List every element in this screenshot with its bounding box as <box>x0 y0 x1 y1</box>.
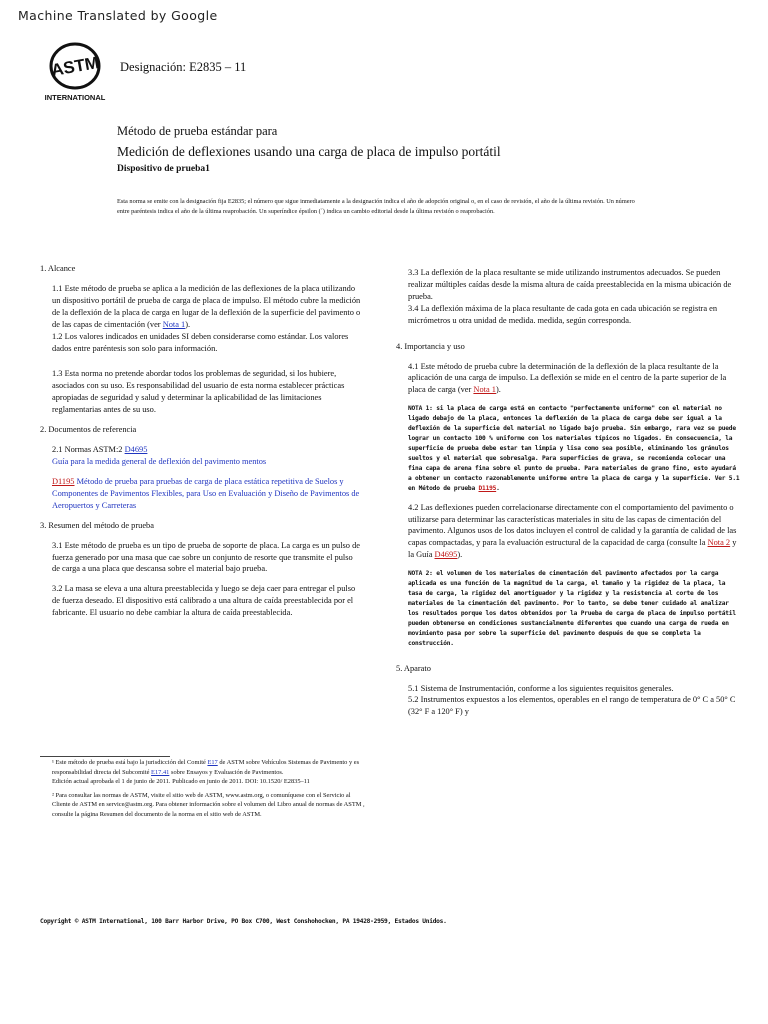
paragraph-1-1 <box>40 283 362 331</box>
d1195-link-2[interactable]: D1195 <box>478 484 497 492</box>
paragraph-4-1-text: 4.1 Este método de prueba cubre la determinación de la deflexión de la placa resultante de la aplicación de una carga de impulso. La deflexión se mide en el centro de la parte superior de la placa de carga (ver <box>408 361 727 395</box>
note-1-link-2[interactable]: Nota 1 <box>473 385 496 395</box>
paragraph-1-3: 1.3 Esta norma no pretende abordar todos los problemas de seguridad, si los hubiere, asociados con su uso. Es responsabilidad del usuario de esta norma establecer prácticas apropiadas de seguridad y salud y determinar la aplicabilidad de las limitaciones reglamentarias antes de su uso. <box>52 369 345 415</box>
paragraph-3-2: 3.2 La masa se eleva a una altura preestablecida y luego se deja caer para entregar el pulso de fuerza deseado. El dispositivo está calibrado a una altura de caída preestablecida por el fabricante. El usuario no debe cambiar la altura de caída preestablecida. <box>52 584 356 618</box>
footnote-2: ² Para consultar las normas de ASTM, visite el sitio web de ASTM, www.astm.org, o comuníquese con el Servicio al Cliente de ASTM en service@astm.org. Para obtener información sobre el volumen del Libro anual de normas de ASTM , consulte la página Resumen del documento de la norma en el sitio web de ASTM. <box>52 791 365 819</box>
section-1-heading: 1. Alcance <box>40 264 76 273</box>
note-1: NOTA 1: si la placa de carga está en contacto "perfectamente uniforme" con el material no ligado debajo de la placa, entonces la deflexión de la placa de carga debe ser igual a la deflexión de la superficie del material no ligado bajo prueba. Sin embargo, rara vez se puede lograr un contacto 100 % uniforme con los materiales típicos no ligados. En consecuencia, la superficie de prueba debe estar tan limpia y lisa como sea posible, eliminando los gránulos sueltos y el material que sobresalga. Para superficies de grava, se recomienda colocar una fina capa de arena fina sobre el punto de prueba. Para materiales de grano fino, esto ayudará a obtener un contacto razonablemente uniforme entre la placa de carga y la superficie. Ver 5.1 en Método de prueba D1195. <box>408 405 740 492</box>
note-2: NOTA 2: el volumen de los materiales de cimentación del pavimento afectados por la carga aplicada es una función de la magnitud de la carga, el tamaño y la rigidez de la placa, la tasa de carga, la rigidez del amortiguador y la rigidez y la resistencia al corte de los materiales de la cimentación del pavimento. Por lo tanto, se debe tener cuidado al analizar los resultados porque los datos obtenidos por la Prueba de carga de placa de impulso portátil pueden obtenerse en condiciones sustancialmente diferentes que cuando una carga de rueda en movimiento pasa por sobre la superficie del pavimento después de que se completa la construcción. <box>408 570 736 647</box>
section-4-heading: 4. Importancia y uso <box>396 341 465 351</box>
designation: Designación: E2835 – 11 <box>120 60 247 74</box>
fn1-a: ¹ Este método de prueba está bajo la jurisdicción del Comité <box>52 759 206 766</box>
machine-translated-banner: Machine Translated by Google <box>18 8 218 23</box>
d1195-link[interactable]: D1195 <box>52 476 75 486</box>
right-column <box>396 267 740 718</box>
e17-link[interactable]: E17 <box>207 759 218 766</box>
paragraph-4-1-end: ). <box>495 385 501 395</box>
title-line-2: Medición de deflexiones usando una carga de placa de impulso portátil <box>117 144 501 159</box>
paragraph-4-2-mid: y la Guía <box>408 538 737 560</box>
paragraph-3-1: 3.1 Este método de prueba es un tipo de prueba de soporte de placa. La carga es un pulso de fuerza generado por una masa que cae sobre un conjunto de resorte que transmite el pulso de carga a una placa que descansa sobre el material bajo prueba. <box>52 540 360 574</box>
title-line-3: Dispositivo de prueba1 <box>117 164 210 174</box>
note-1-link[interactable]: Nota 1 <box>162 319 186 329</box>
note-2-link[interactable]: Nota 2 <box>707 538 731 548</box>
paragraph-4-2-end: ). <box>457 550 463 560</box>
d1195-title-b: Componentes de Pavimentos Flexibles, para Uso en Evaluación y Diseño de Pavimentos de Aeropuertos y Carreteras <box>52 488 360 510</box>
copyright-line: Copyright © ASTM International, 100 Barr Harbor Drive, PO Box C700, West Conshohocken, PA 19428-2959, Estados Unidos. <box>40 918 447 925</box>
paragraph-1-1-text: 1.1 Este método de prueba se aplica a la medición de las deflexiones de la placa utilizando un dispositivo portátil de prueba de carga de placa de impulso. El método cubre la medición de la deflexión de la placa de carga en lugar de la deflexión de la superficie del pavimento o de las capas de cimentación (ver <box>52 283 361 329</box>
fn1-c: sobre Ensayos y Evaluación de Pavimentos. <box>170 768 284 776</box>
note-1-text: NOTA 1: si la placa de carga está en contacto "perfectamente uniforme" con el material no ligado debajo de la placa, entonces la deflexión de la placa de carga debe ser igual a la deflexión de la superficie del material no ligado bajo prueba. Sin embargo, rara vez se puede lograr un contacto 100 % uniforme con los materiales típicos no ligados. En consecuencia, la superficie de prueba debe estar tan limpia y lisa como sea posible, eliminando los gránulos sueltos y el material que sobresalga. Para superficies de grava, se recomienda colocar una fina capa de arena fina sobre el punto de prueba. Para materiales de grano fino, esto ayudará a obtener un contacto razonablemente uniforme entre la placa de carga y la superficie. Ver 5.1 en Método de prueba <box>408 405 740 492</box>
d1195-title-a: Método de prueba para pruebas de carga de placa estática repetitiva de Suelos y <box>76 476 344 486</box>
paragraph-4-1 <box>396 361 740 397</box>
d4695-link[interactable]: D4695 <box>124 445 148 455</box>
footnote-1 <box>40 758 368 777</box>
paragraph-5-2: 5.2 Instrumentos expuestos a los elementos, operables en el rango de temperatura de 0° C a 50° C (32° F a 120° F) y <box>408 695 736 717</box>
left-column <box>40 263 362 619</box>
section-5-heading: 5. Aparato <box>396 663 431 673</box>
title-line-1: Método de prueba estándar para <box>117 124 278 138</box>
paragraph-3-3: 3.3 La deflexión de la placa resultante se mide utilizando instrumentos adecuados. Se pueden realizar múltiples caídas desde la misma altura de caída preestablecida en la misma ubicación de prueba. <box>408 268 732 301</box>
astm-logo <box>40 42 110 104</box>
paragraph-4-2 <box>396 502 740 562</box>
footnote-rule <box>40 756 170 757</box>
footnotes <box>40 758 368 820</box>
d4695-title: Guía para la medida general de deflexión del pavimento mentos <box>52 456 267 466</box>
logo-subtext: INTERNATIONAL <box>44 93 106 102</box>
fn1-b: de ASTM sobre Vehículos Sistemas de Pavimento y es responsabilidad directa del Subcomité <box>52 759 360 776</box>
intro-paragraph: Esta norma se emite con la designación fija E2835; el número que sigue inmediatamente a la designación indica el año de adopción original o, en el caso de revisión, el año de la última revisión. Un número entre paréntesis indica el año de la última reaprobación. Un superíndice épsilon (´) indica un cambio editorial desde la última revisión o reaprobación. <box>117 198 635 215</box>
paragraph-3-4: 3.4 La deflexión máxima de la placa resultante de cada gota en cada ubicación se registra en micrómetros u otra unidad de medida. medida, según corresponda. <box>408 303 718 325</box>
logo-text: ASTM <box>49 52 101 81</box>
paragraph-5-1: 5.1 Sistema de Instrumentación, conforme a los siguientes requisitos generales. <box>408 683 674 693</box>
paragraph-2-1 <box>40 444 362 456</box>
footnote-1-edition: Edición actual aprobada el 1 de junio de 2011. Publicado en junio de 2011. DOI: 10.1520/ E2835–11 <box>52 778 310 786</box>
e17-41-link[interactable]: E17.41 <box>151 768 170 776</box>
d1195-entry <box>40 476 362 512</box>
section-3-heading: 3. Resumen del método de prueba <box>40 520 154 530</box>
section-2-heading: 2. Documentos de referencia <box>40 425 137 435</box>
paragraph-1-1-end: ). <box>185 319 191 329</box>
d4695-link-2[interactable]: D4695 <box>434 550 458 560</box>
paragraph-2-1-text: 2.1 Normas ASTM:2 <box>52 445 123 455</box>
paragraph-4-2-text: 4.2 Las deflexiones pueden correlacionarse directamente con el comportamiento del pavimento o utilizarse para determinar las características materiales in situ de las capas de cimentación del pavimento. Algunos usos de los datos incluyen el control de calidad y la garantía de calidad de las capas compactadas, y para la evaluación estructural de la capacidad de carga (consulte la <box>408 502 737 548</box>
paragraph-1-2: 1.2 Los valores indicados en unidades SI deben considerarse como estándar. Los valores dados entre paréntesis son solo para información. <box>52 331 349 353</box>
